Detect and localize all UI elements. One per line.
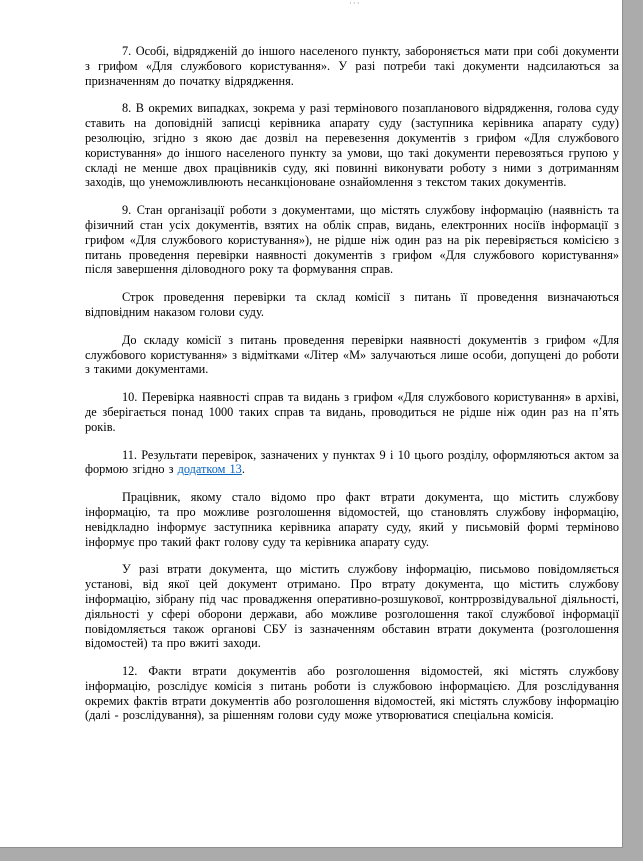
text-segment: Строк проведення перевірки та склад комісії з питань її проведення визначаються відповідним наказом голови суду.: [85, 290, 619, 319]
paragraph: [85, 101, 619, 190]
paragraph: [85, 664, 619, 723]
text-segment: У разі втрати документа, що містить службову інформацію, письмово повідомляється установі, від якої цей документ отримано. Про втрату документа, що містить службову інформацію, зібрану під час провадження оперативно-розшукової, контррозвідувальної діяльності, діяльності у сфері оборони держави, або можливе розголошення такої службової інформації повідомляється також органові СБУ із зазначенням обставин втрати документа (розголошення відомостей) та про вжиті заходи.: [85, 562, 619, 651]
paragraph: [85, 290, 619, 320]
text-segment: Працівник, якому стало відомо про факт втрати документа, що містить службову інформацію, та про можливе розголошення відомостей, що становлять службову інформацію, невідкладно інформує заступника керівника апарату суду, який у письмовій формі терміново інформує про такий факт голову суду та керівника апарату суду.: [85, 490, 619, 549]
paragraph: [85, 490, 619, 549]
paragraph: [85, 448, 619, 478]
paragraph: [85, 44, 619, 88]
appendix-13-link[interactable]: додатком 13: [177, 462, 242, 477]
paragraph: [85, 562, 619, 651]
text-segment: 12. Факти втрати документів або розголошення відомостей, які містять службову інформацію, розслідує комісія з питань роботи із службовою інформацією. Для розслідування окремих фактів втрати документів або розголошення відомостей, які містять службову інформацію (далі - розслідування), за рішенням голови суду може утворюватися спеціальна комісія.: [85, 664, 619, 723]
paragraph: [85, 203, 619, 277]
page-top-marker-icon: ···: [349, 0, 361, 9]
paragraph: [85, 390, 619, 434]
text-segment: .: [241, 462, 245, 477]
text-segment: 9. Стан організації роботи з документами, що містять службову інформацію (наявність та фізичний стан усіх документів, взятих на облік справ, видань, електронних носіїв інформації з грифом «Для службового користування»), не рідше ніж один раз на рік перевіряється комісією з питань проведення перевірки наявності документів з грифом «Для службового користування» після завершення діловодного року та формування справ.: [85, 203, 619, 277]
document-body: [85, 44, 619, 736]
text-segment: 8. В окремих випадках, зокрема у разі термінового позапланового відрядження, голова суду ставить на доповідній записці керівника апарату суду (заступника керівника апарату суду) резолюцію, згідно з якою дає дозвіл на перевезення документів з грифом «Для службового користування» до іншого населеного пункту за умови, що такі документи перевозяться групою у складі не менше двох працівників суду, які повинні виконувати роботу з ними з дотриманням заходів, що унеможливлюють несанкціоноване ознайомлення з текстом таких документів.: [85, 101, 619, 190]
text-segment: До складу комісії з питань проведення перевірки наявності документів з грифом «Для службового користування» з відмітками «Літер «М» залучаються лише особи, допущені до роботи з такими документами.: [85, 332, 619, 377]
text-segment: 7. Особі, відрядженій до іншого населеного пункту, забороняється мати при собі документи з грифом «Для службового користування». У разі потреби такі документи надсилаються за призначенням до початку відрядження.: [85, 44, 619, 88]
text-segment: 10. Перевірка наявності справ та видань з грифом «Для службового користування» в архіві, де зберігається понад 1000 таких справ та видань, проводиться не рідше ніж один раз на п’ять років.: [85, 390, 619, 434]
paragraph: [85, 333, 619, 377]
text-segment: 11. Результати перевірок, зазначених у пунктах 9 і 10 цього розділу, оформляються актом за формою згідно з: [85, 447, 619, 477]
